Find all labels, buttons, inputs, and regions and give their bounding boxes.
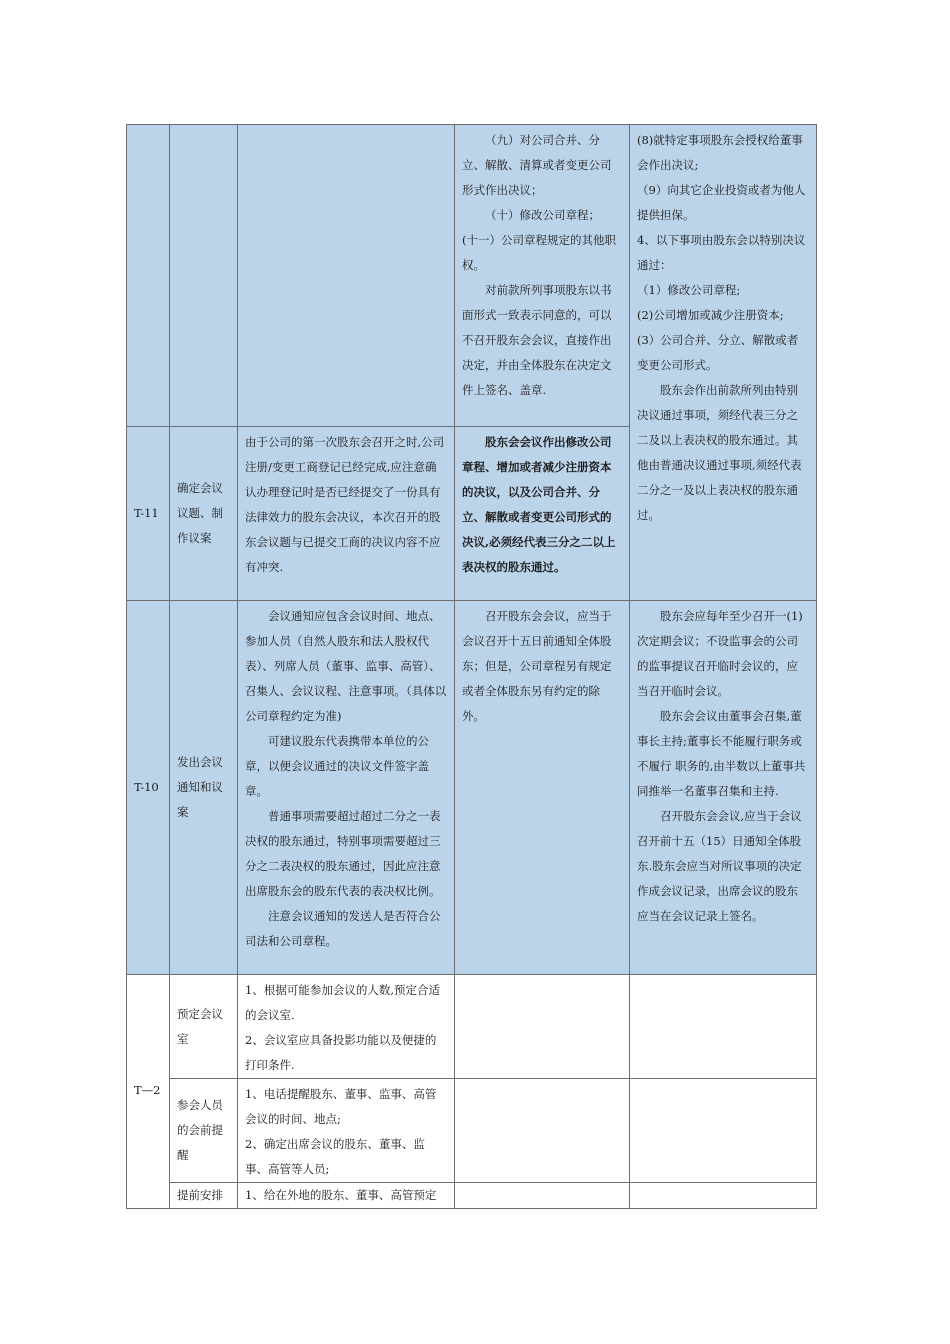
paragraph: 股东会作出前款所列由特别决议通过事项，须经代表三分之二及以上表决权的股东通过。其他由普通决议通过事项,须经代表二分之一及以上表决权的股东通过。	[637, 383, 802, 522]
charter-cell	[630, 1079, 817, 1183]
paragraph: (十一）公司章程规定的其他职权。	[462, 233, 616, 272]
step-content-cell	[238, 1079, 455, 1183]
step-content-cell	[238, 1183, 455, 1209]
step-item-cell: 参会人员的会前提醒	[170, 1079, 238, 1183]
paragraph: (3）公司合并、分立、解散或者变更公司形式。	[637, 333, 799, 372]
table-row	[127, 601, 817, 975]
paragraph: （九）对公司合并、分立、解散、清算或者变更公司形式作出决议；	[462, 133, 612, 197]
step-content-cell	[238, 601, 455, 975]
charter-cell	[630, 1183, 817, 1209]
table-row	[127, 1079, 817, 1183]
step-content-cell	[238, 427, 455, 601]
step-code-cell: T—2	[127, 975, 170, 1209]
paragraph: （1）修改公司章程;	[637, 283, 741, 297]
step-item-cell: 确定会议议题、制作议案	[170, 427, 238, 601]
paragraph: 召开股东会会议，应当于会议召开十五日前通知全体股东；但是，公司章程另有规定或者全体股东另有约定的除外。	[462, 609, 612, 723]
law-cell	[455, 427, 630, 601]
paragraph: 1、根据可能参加会议的人数,预定合适的会议室.	[245, 983, 440, 1022]
paragraph: 2、会议室应具备投影功能以及便捷的打印条件.	[245, 1033, 437, 1072]
step-code-cell: T-11	[127, 427, 170, 601]
step-item-cell	[170, 125, 238, 427]
table-row	[127, 975, 817, 1079]
law-cell	[455, 1079, 630, 1183]
paragraph: （9）向其它企业投资或者为他人提供担保。	[637, 183, 806, 222]
step-item-cell: 发出会议通知和议案	[170, 601, 238, 975]
law-cell	[455, 1183, 630, 1209]
step-code-cell: T-10	[127, 601, 170, 975]
procedure-table	[126, 124, 817, 1209]
paragraph: 1、给在外地的股东、董事、高管预定	[245, 1188, 437, 1202]
paragraph: 股东会应每年至少召开一(1)次定期会议；不设监事会的公司的监事提议召开临时会议的，应当召开临时会议。	[637, 609, 803, 698]
step-content-cell	[238, 975, 455, 1079]
paragraph: 普通事项需要超过超过二分之一表决权的股东通过，特别事项需要超过三分之二表决权的股东通过，因此应注意出席股东会的股东代表的表决权比例。	[245, 809, 441, 898]
paragraph: 4、以下事项由股东会以特别决议通过：	[637, 233, 806, 272]
charter-cell	[630, 125, 817, 601]
paragraph: 股东会会议作出修改公司章程、增加或者减少注册资本的决议，以及公司合并、分立、解散或者变更公司形式的决议,必须经代表三分之二以上表决权的股东通过。	[462, 435, 616, 574]
step-content-cell	[238, 125, 455, 427]
paragraph: 2、确定出席会议的股东、董事、监事、高管等人员;	[245, 1137, 425, 1176]
charter-cell	[630, 975, 817, 1079]
charter-cell	[630, 601, 817, 975]
paragraph: (2)公司增加或减少注册资本;	[637, 308, 784, 322]
table-row	[127, 1183, 817, 1209]
paragraph: 召开股东会会议,应当于会议召开前十五（15）日通知全体股东.股东会应当对所议事项的决定作成会议记录，出席会议的股东应当在会议记录上签名。	[637, 809, 802, 923]
law-cell	[455, 125, 630, 427]
table-row	[127, 125, 817, 427]
step-item-cell: 提前安排	[170, 1183, 238, 1209]
paragraph: （十）修改公司章程；	[485, 208, 600, 222]
paragraph: 对前款所列事项股东以书面形式一致表示同意的，可以不召开股东会会议，直接作出决定，并由全体股东在决定文件上签名、盖章.	[462, 283, 612, 397]
paragraph: 会议通知应包含会议时间、地点、参加人员（自然人股东和法人股权代表）、列席人员（董事、监事、高管）、召集人、会议议程、注意事项。（具体以公司章程约定为准)	[245, 609, 447, 723]
step-item-cell: 预定会议室	[170, 975, 238, 1079]
paragraph: 股东会会议由董事会召集,董事长主持;董事长不能履行职务或不履行 职务的,由半数以上董事共同推举一名董事召集和主持.	[637, 709, 806, 798]
step-code-cell	[127, 125, 170, 427]
paragraph: 注意会议通知的发送人是否符合公司法和公司章程。	[245, 909, 441, 948]
paragraph: 可建议股东代表携带本单位的公章，以便会议通过的决议文件签字盖章。	[245, 734, 429, 798]
law-cell	[455, 601, 630, 975]
law-cell	[455, 975, 630, 1079]
paragraph: (8)就特定事项股东会授权给董事会作出决议;	[637, 133, 803, 172]
paragraph: 由于公司的第一次股东会召开之时,公司注册/变更工商登记已经完成,应注意确认办理登记时是否已经提交了一份具有法律效力的股东会决议，本次召开的股东会议题与已提交工商的决议内容不应有冲突.	[245, 435, 445, 574]
paragraph: 1、电话提醒股东、董事、监事、高管会议的时间、地点;	[245, 1087, 437, 1126]
